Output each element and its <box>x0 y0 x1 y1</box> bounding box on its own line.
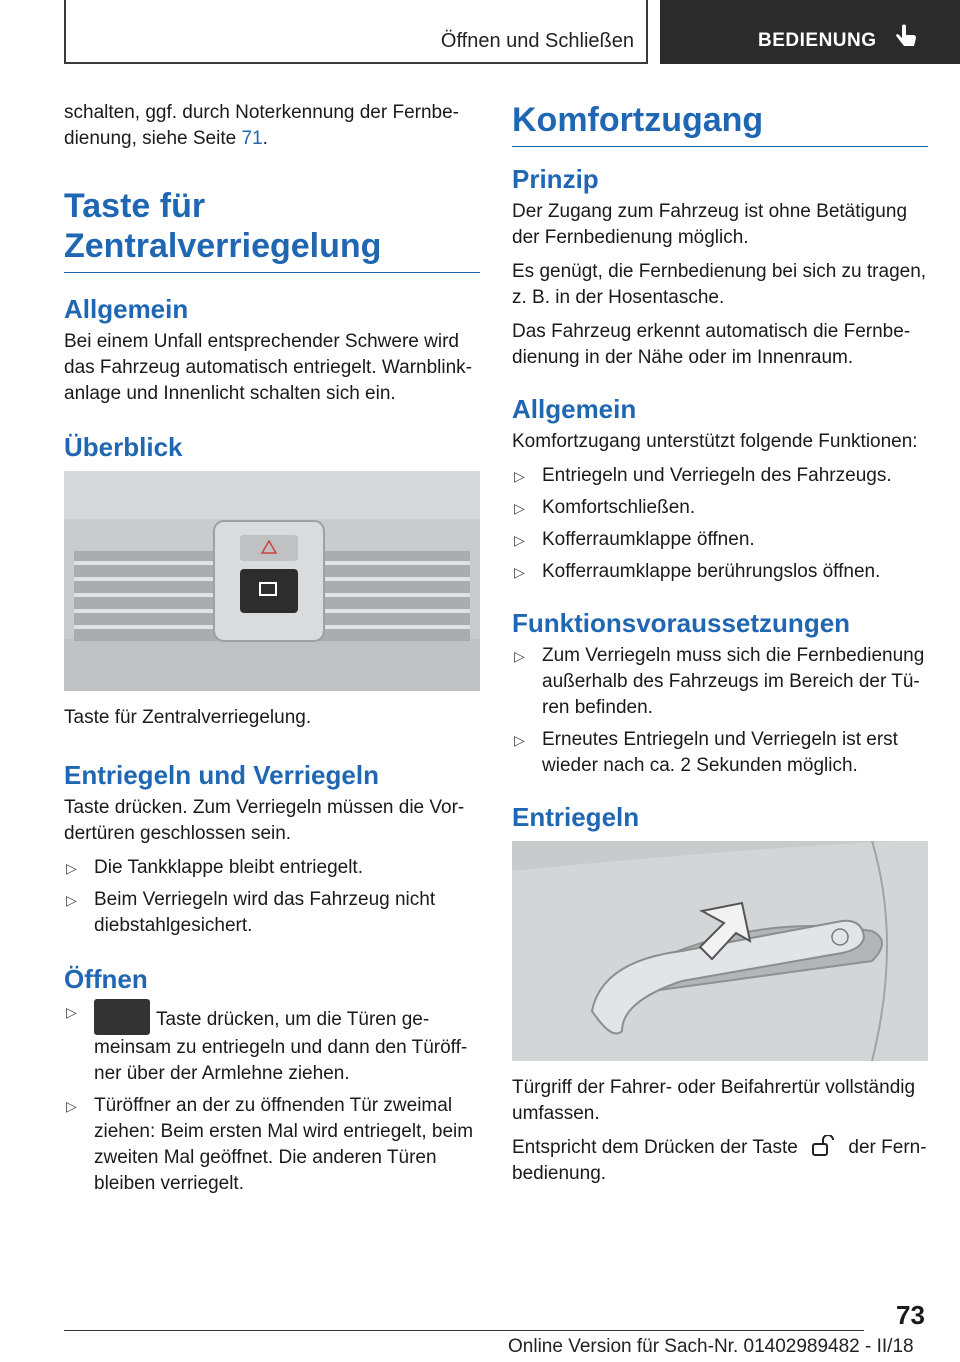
prinzip-paragraph-2: Es genügt, die Fernbedienung bei sich zu tragen, z. B. in der Hosentasche. <box>512 261 927 308</box>
overview-caption: Taste für Zentralverriegelung. <box>64 707 312 728</box>
triangle-bullet-icon: ▷ <box>514 468 525 484</box>
list-item: ▷ Komfortschließen. <box>512 495 928 521</box>
triangle-bullet-icon: ▷ <box>66 860 77 876</box>
header-chapter-tab <box>660 0 960 64</box>
heading-oeffnen: Öffnen <box>64 964 148 994</box>
list-item: ▷ Erneutes Entriegeln und Verriegeln ist erst wieder nach ca. 2 Sekunden möglich. <box>514 729 898 776</box>
triangle-bullet-icon: ▷ <box>514 564 525 580</box>
door-handle-caption: Türgriff der Fahrer- oder Beifahrertür vollständig umfassen. <box>512 1077 916 1124</box>
heading-funktionsvoraussetzungen: Funktionsvoraussetzungen <box>512 608 851 638</box>
triangle-bullet-icon: ▷ <box>514 500 525 516</box>
central-lock-button-photo <box>64 471 480 691</box>
prinzip-paragraph-1: Der Zugang zum Fahrzeug ist ohne Betätigung der Fernbedienung möglich. <box>512 201 908 248</box>
intro-paragraph: schalten, ggf. durch Noterkennung der Fernbe-dienung, siehe Seite 71. <box>64 102 460 149</box>
list-item: ▷ Zum Verriegeln muss sich die Fernbedienung außerhalb des Fahrzeugs im Bereich der Tü-ren befinden. <box>514 645 925 718</box>
unlock-icon <box>809 1135 837 1157</box>
list-item: ▷ Entriegeln und Verriegeln des Fahrzeugs. <box>512 463 928 489</box>
door-handle-photo <box>512 841 928 1061</box>
functions-list <box>512 463 928 585</box>
list-item: ▷ Türöffner an der zu öffnenden Tür zweimal ziehen: Beim ersten Mal wird entriegelt, beim zweiten Mal geöffnet. Die anderen Türen bleiben verriegelt. <box>66 1095 474 1194</box>
heading-entriegeln-verriegeln: Entriegeln und Verriegeln <box>64 760 379 790</box>
door-unlock-key-icon <box>94 999 150 1035</box>
pointing-hand-icon <box>894 24 918 52</box>
heading-allgemein-right: Allgemein <box>512 394 637 424</box>
entriegeln-paragraph: Taste drücken. Zum Verriegeln müssen die Vor-dertüren geschlossen sein. <box>64 797 465 844</box>
requirements-list <box>512 643 928 779</box>
section-heading-komfortzugang: Komfortzugang <box>512 100 928 147</box>
allgemein-right-paragraph: Komfortzugang unterstützt folgende Funktionen: <box>512 431 918 452</box>
left-column <box>64 100 480 1203</box>
footer-divider <box>64 1330 864 1331</box>
triangle-bullet-icon: ▷ <box>66 1004 77 1020</box>
list-item: ▷ Beim Verriegeln wird das Fahrzeug nicht diebstahlgesichert. <box>66 889 436 936</box>
entriegeln-list <box>64 855 480 939</box>
heading-prinzip: Prinzip <box>512 164 599 194</box>
list-item: ▷ Die Tankklappe bleibt entriegelt. <box>64 855 480 881</box>
triangle-bullet-icon: ▷ <box>514 532 525 548</box>
triangle-bullet-icon: ▷ <box>66 892 77 908</box>
heading-entriegeln: Entriegeln <box>512 802 640 832</box>
section-heading-zentralverriegelung: Taste für Zentralverriegelung <box>64 186 480 273</box>
online-version-text: Online Version für Sach-Nr. 01402989482 - II/18 <box>508 1336 914 1357</box>
right-column <box>512 100 928 1195</box>
remote-key-paragraph: Entspricht dem Drücken der Taste der Fern-bedienung. <box>512 1137 927 1184</box>
allgemein-paragraph: Bei einem Unfall entsprechender Schwere wird das Fahrzeug automatisch entriegelt. Warnblink-anlage und Innenlicht schalten sich ein. <box>64 331 472 404</box>
triangle-bullet-icon: ▷ <box>514 732 525 748</box>
triangle-bullet-icon: ▷ <box>514 648 525 664</box>
heading-allgemein: Allgemein <box>64 294 189 324</box>
header-section-box <box>64 0 648 64</box>
page-number: 73 <box>896 1300 925 1330</box>
section-title: Öffnen und Schließen <box>440 30 634 52</box>
heading-ueberblick: Überblick <box>64 432 183 462</box>
list-item: ▷ Taste drücken, um die Türen ge-meinsam zu entriegeln und dann den Türöff-ner über der Armlehne ziehen. <box>64 999 480 1087</box>
triangle-bullet-icon: ▷ <box>66 1098 77 1114</box>
list-item: ▷ Kofferraumklappe berührungslos öffnen. <box>512 559 928 585</box>
chapter-label: BEDIENUNG <box>758 30 877 51</box>
oeffnen-list <box>64 999 480 1197</box>
prinzip-paragraph-3: Das Fahrzeug erkennt automatisch die Fernbe-dienung in der Nähe oder im Innenraum. <box>512 321 911 368</box>
list-item: ▷ Kofferraumklappe öffnen. <box>512 527 928 553</box>
page-link[interactable]: 71 <box>241 128 263 149</box>
